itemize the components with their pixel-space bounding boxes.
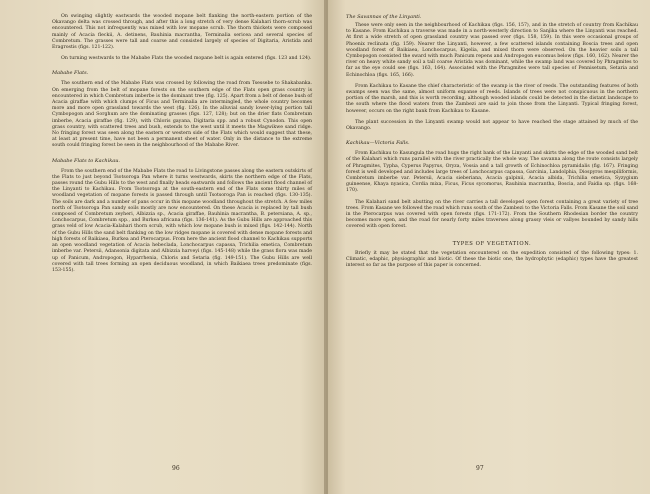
right-paragraph-6: Briefly it may be stated that the vegetation encountered on the expedition consisted of the following types: 1. Climatic, edaphic, physiographic and biotic. Of these the biotic one, the hydrophytic (edaphic) types have the greatest interest so far as the purpose of this paper is concerned. [346, 250, 638, 269]
heading-mababe-flats: Mababe Flats. [52, 70, 89, 77]
page-number-left: 96 [172, 465, 180, 472]
heading-kachikau-victoria-falls: Kachikau—Victoria Falls. [346, 140, 410, 147]
page-number-right: 97 [476, 465, 484, 472]
book-gutter [324, 0, 328, 494]
right-paragraph-5: The Kalahari sand belt abutting on the river carries a tall developed open forest containing a great variety of tree trees. From Kasane we followed the road which runs south of the Zambezi to the Victoria Falls. From Kasane the soil sand in the Pterocarpus was covered with open forests (figs. 171-172). From the Southern Rhodesian border the country becomes more open, and the road for nearly forty miles traverses along grassy vleis or vallyes bounded by sandy hills covered with open forest. [346, 199, 638, 230]
right-paragraph-4: From Kachikau to Kasungula the road hugs the right bank of the Linyanti and skirts the edge of the wooded sand belt of the Kalahari which runs parallel with the river practically the whole way. The savanna along the route consists largely of Phragmites, Typha, Cyperus Papyrus, Oryza, Vossia and a tall growth of Echinochloa pyramidalis (fig. 167). Fringing forest is well developed and includes large trees of Lonchocarpus capassa, Garcinia, Landolphia, Diospyros mespiliformis, Combretum imberbe var. Petersii, Acacia sieberiana, Acacia galpinii, Acacia albida, Trichilia emetica, Syzygium guineense, Khaya nyasica, Cordia mixa, Ficus, Ficus sycomorus, Rauhinia macrantha, Boscia, and Faidia sp. (figs. 168-170). [346, 151, 638, 194]
right-page [326, 0, 650, 494]
right-paragraph-3: The plant succession in the Linyanti swamp would not appear to have reached the stage attained by much of the Okavango. [346, 119, 638, 132]
right-paragraph-2: From Kachikau to Kasane the chief characteristic of the swamp is the river of reeds. The outstanding features of both swamps seen was the same, almost uniform expanse of reeds. Islands of trees were not conspicuous in the northern portion of the marsh, and this is worth recording, although wooded islands could be detected in the distant landscape to the south where the flood waters from the Zambezi are said to join those from the Linyanti. Typical fringing forest, however, occurs on the right bank from Kachikau to Kasane. [346, 83, 638, 114]
running-head: The Savannas of the Linyanti. [346, 14, 422, 20]
heading-types-of-vegetation: TYPES OF VEGETATION. [452, 240, 532, 247]
paragraph-mababe-to-kachikau: From the southern end of the Mababe Flats the road to Livingstone passes along the eastern outskirts of the Flats to just beyond Tsotsoroga Pan where it turns westwards, skirts the northern edge of the Flats, passes round the Gubu Hills to the west and finally heads eastwards and follows the ancient flood channel of the Linyanti to Kachikau. From Tsotsoroga at the south-eastern end of the Flats some thirty miles of woodland vegetation of mopane forests is passed through until Tsotsoroga Pan is reached (figs. 130-135). The soils are dark and a number of pans occur in this mopane woodland throughout the stretch. A few miles north of Tsotsoroga Pan sandy soils mostly are now encountered. On these Acacia is replaced by tall bush composed of Combretum zeyheri, Albizzia sp., Acacia giraffae, Bauhinia macrantha, B. petersiana, A. sp., Lonchocarpus, Combretum spp., and Burkea africana (figs. 136-141). As the Gubu Hills are approached this grass veld of low Acacia-Kalahari thorn scrub, with which low mopane bush is mixed (figs. 142-144). North of the Gubu Hills the sand belt flanking on the low ridges mopane is covered with dense mopane forests and high forests of Baikiaea, Burkea and Pterocarpus. From here the ancient flood channel to Kachikau supports an open woodland vegetation of Acacia hebeclada, Lonchocarpus capassa, Trichilia emetica, Combretum imberbe var. Petersii, Adansonia digitata and Albizzia harveyi (figs. 145-148) while the grass flora was made up of Panicum, Andropogon, Hyparrhenia, Chloris and Setaria (fig. 149-151). The Gubu Hills are well covered with tall trees forming an open deciduous woodland, in which Baikiaea trees predominate (figs. 153-155). [52, 168, 312, 273]
paragraph-mababe-flats: The southern end of the Mababe Flats was crossed by following the road from Tsessebe to Shakabanka. On emerging from the belt of mopane forests on the southern edge of the Flats open grass country is encountered in which Combretum imberbe is the dominant tree (fig. 125). Apart from a belt of dense bush of Acacia giraffae with which clumps of Ficus and Terminalia are intermingled, the whole country becomes more and more open grassland towards the west (fig. 126). In the alluvial sandy lower-lying portion tall Cymbopogon and Sorghum are the dominating grasses (figs. 127, 128); but on the drier flats Combretum imberbe, Acacia giraffae (fig. 129), with Chloris gayana, Digitaria spp. and a robust Cynodon. This open grass country, with scattered trees and bush, extends to the west until it meets the Magwikwe sand ridge. No fringing forest was seen along the eastern or western side of the Flats which would suggest that these, at least at present time, have not been a permanent sheet of water. Only in the distance to the extreme south could fringing forest be seen in the neighbourhood of the Mababe River. [52, 81, 312, 149]
right-paragraph-1: These were only seen in the neighbourhood of Kachikau (figs. 156, 157), and in the stretch of country from Kachikau to Kasane. From Kachikau a traverse was made in a north-westerly direction to Sanjika where the Linyanti was reached. At first a wide stretch of open grassland country was passed over (figs. 158, 159). In this were occasional groups of Phoenix reclinata (fig. 159). Nearer the Linyanti, however, a few scattered islands containing Boscia trees and open woodland forest of Baikiaea, Lonchocarpus, Kigelia, and mixed thorn were observed. On the heavier soils a tall Cymbopogon coexisted the sward with much Panicum repens and Andropogon eucomus below (figs. 160, 162). Nearer the river on heavy white sandy soil a tall coarse Aristida was dominant, while the swamp land was covered by Phragmites to far as the eye could see (figs. 163, 164). Associated with the Phragmites were tall species of Pennisetum, Setaria and Echinochloa (figs. 165, 166). [346, 23, 638, 78]
left-paragraph-2: On turning westwards to the Mababe Flats the wooded mopane belt is again entered (figs. 123 and 124). [61, 56, 312, 62]
left-paragraph-1: On swinging slightly eastwards the wooded mopane belt flanking the north-eastern portion of the Okavango delta was crossed through, and after this a long stretch of very dense Kalahari thorn-scrub was encountered. This not infrequently was mixed with low mopane scrub. The thorn thickets were composed mainly of Acacia fleckii, A. detinens, Bauhinia macrantha, Terminalia sericea and several species of Combretum. The grasses were tall and coarse and consisted largely of species of Digitaria, Aristida and Eragrostis (figs. 121-122). [52, 14, 312, 51]
heading-mababe-to-kachikau: Mababe Flats to Kachikau. [52, 157, 121, 164]
